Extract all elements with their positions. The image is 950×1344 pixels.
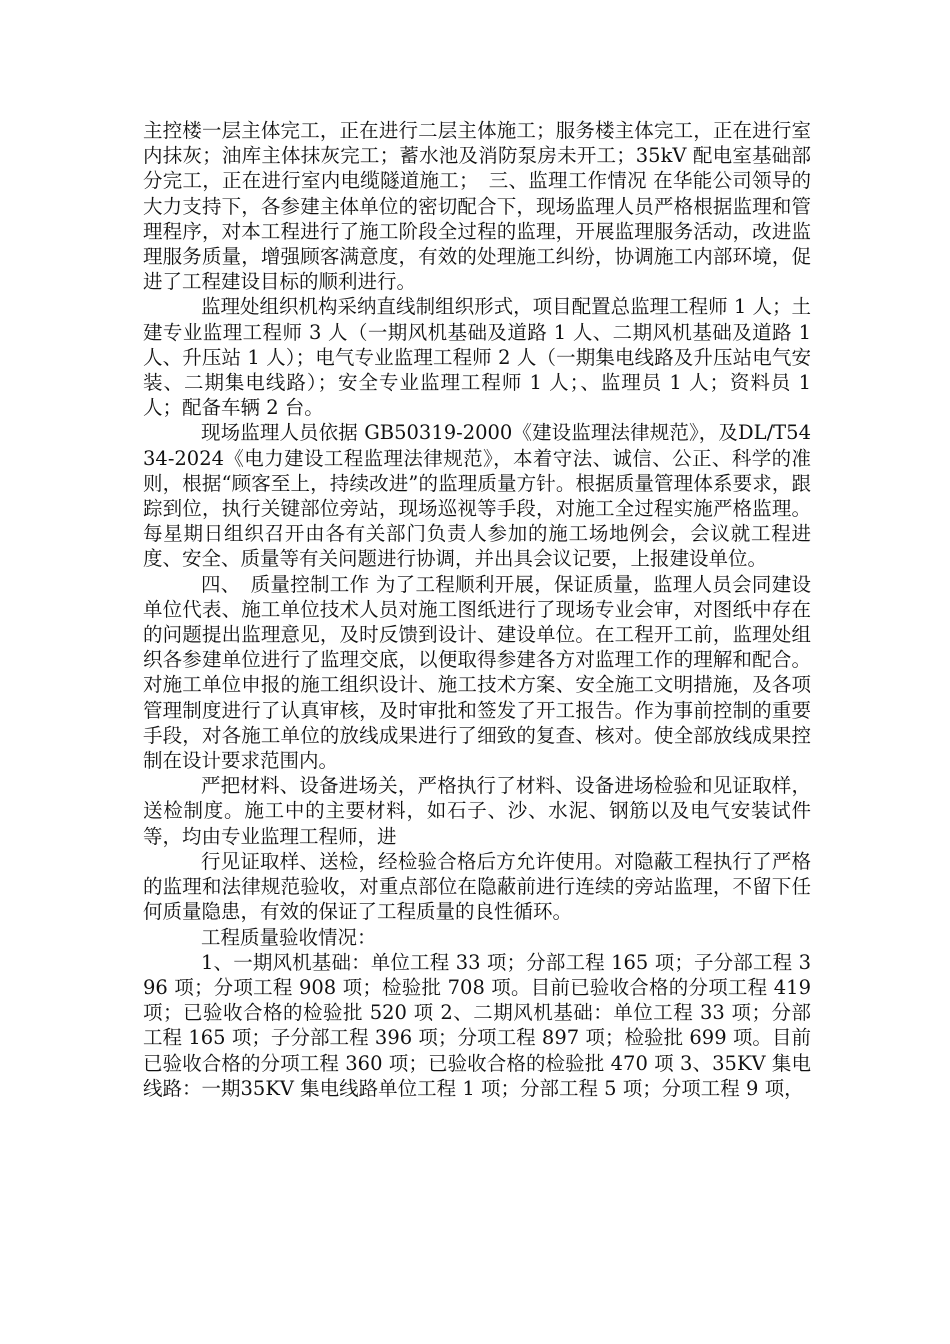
paragraph-material-inspection: 严把材料、设备进场关，严格执行了材料、设备进场检验和见证取样，送检制度。施工中的主要材料，如石子、沙、水泥、钢筋以及电气安装试件等，均由专业监理工程师，进 [143, 774, 811, 848]
paragraph-supervision-basis: 现场监理人员依据 GB50319-2000《建设监理法律规范》，及DL/T5434-2024《电力建设工程监理法律规范》，本着守法、诚信、公正、科学的准则，根据“顾客至上，持续改进”的监理质量方针。根据质量管理体系要求，跟踪到位，执行关键部位旁站，现场巡视等手段，对施工全过程实施严格监理。每星期日组织召开由各有关部门负责人参加的施工场地例会，会议就工程进度、安全、质量等有关问题进行协调，并出具会议记要，上报建设单位。 [143, 421, 811, 571]
document-body [143, 118, 811, 1101]
paragraph-project-progress: 主控楼一层主体完工，正在进行二层主体施工；服务楼主体完工，正在进行室内抹灰；油库主体抹灰完工；蓄水池及消防泵房未开工；35kV 配电室基础部分完工，正在进行室内电缆隧道施工； 三、监理工作情况 在华能公司领导的大力支持下，各参建主体单位的密切配合下，现场监理人员严格根据监理和管理程序，对本工程进行了施工阶段全过程的监理，开展监理服务活动，改进监理服务质量，增强顾客满意度，有效的处理施工纠纷，协调施工内部环境，促进了工程建设目标的顺利进行。 [143, 119, 811, 294]
paragraph-concealed-works: 行见证取样、送检，经检验合格后方允许使用。对隐蔽工程执行了严格的监理和法律规范验收，对重点部位在隐蔽前进行连续的旁站监理，不留下任何质量隐患，有效的保证了工程质量的良性循环。 [143, 849, 811, 924]
paragraph-organization-structure: 监理处组织机构采纳直线制组织形式，项目配置总监理工程师 1 人；土建专业监理工程师 3 人（一期风机基础及道路 1 人、二期风机基础及道路 1 人、升压站 1 人）；电气专业监理工程师 2 人（一期集电线路及升压站电气安装、二期集电线路）；安全专业监理工程师 1 人；、监理员 1 人；资料员 1 人；配备车辆 2 台。 [143, 295, 811, 420]
paragraph-acceptance-heading: 工程质量验收情况： [201, 925, 377, 949]
paragraph-quality-control: 四、 质量控制工作 为了工程顺利开展，保证质量，监理人员会同建设单位代表、施工单位技术人员对施工图纸进行了现场专业会审，对图纸中存在的问题提出监理意见，及时反馈到设计、建设单位。在工程开工前，监理处组织各参建单位进行了监理交底，以便取得参建各方对监理工作的理解和配合。对施工单位申报的施工组织设计、施工技术方案、安全施工文明措施，及各项管理制度进行了认真审核，及时审批和签发了开工报告。作为事前控制的重要手段，对各施工单位的放线成果进行了细致的复查、核对。使全部放线成果控制在设计要求范围内。 [143, 572, 811, 773]
paragraph-acceptance-details: 1、一期风机基础：单位工程 33 项；分部工程 165 项；子分部工程 396 项；分项工程 908 项；检验批 708 项。目前已验收合格的分项工程 419 项；已验收合格的检验批 520 项 2、二期风机基础：单位工程 33 项；分部工程 165 项；子分部工程 396 项；分项工程 897 项；检验批 699 项。目前已验收合格的分项工程 360 项；已验收合格的检验批 470 项 3、35KV 集电线路：一期35KV 集电线路单位工程 1 项；分部工程 5 项；分项工程 9 项， [143, 950, 811, 1100]
